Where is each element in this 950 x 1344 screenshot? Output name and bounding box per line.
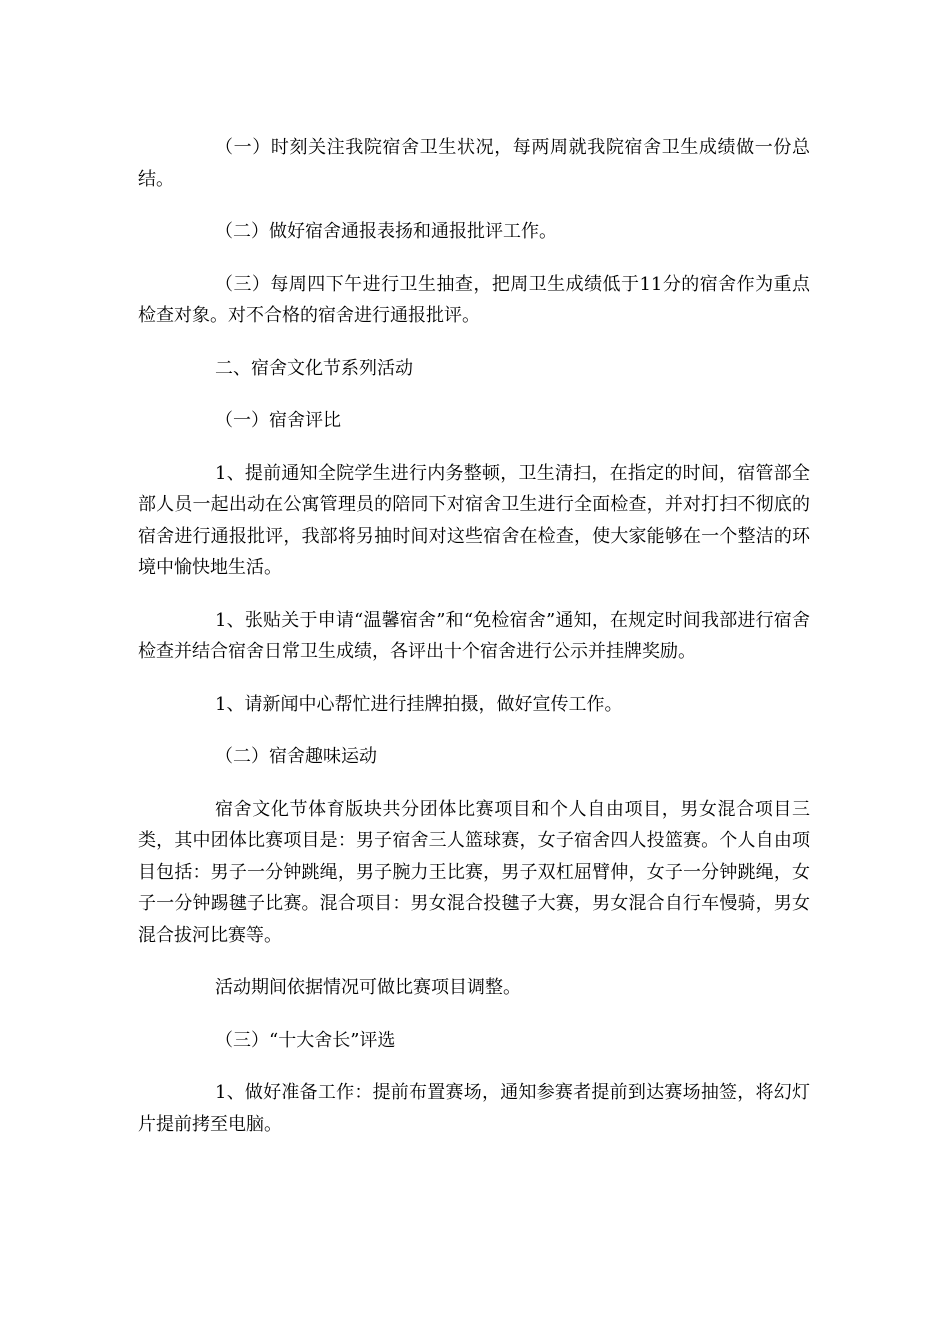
section-heading: 二、宿舍文化节系列活动 [215, 357, 413, 379]
paragraph-gap [138, 720, 810, 741]
paragraph-gap [138, 437, 810, 458]
subsection-heading-1: （一）宿舍评比 [215, 410, 341, 431]
paragraph-gap [138, 1056, 810, 1077]
paragraph-5: 1、张贴关于申请“温馨宿舍”和“免检宿舍”通知，在规定时间我部进行宿舍检查并结合宿舍日常卫生成绩，各评出十个宿舍进行公示并挂牌奖励。 [138, 609, 810, 662]
document-body [138, 132, 810, 1140]
paragraph-3: （三）每周四下午进行卫生抽查，把周卫生成绩低于11分的宿舍作为重点检查对象。对不合格的宿舍进行通报批评。 [138, 273, 810, 326]
paragraph-gap [138, 584, 810, 605]
paragraph-gap [138, 951, 810, 972]
paragraph-gap [138, 248, 810, 269]
paragraph-2: （二）做好宿舍通报表扬和通报批评工作。 [215, 221, 557, 242]
paragraph-7: 宿舍文化节体育版块共分团体比赛项目和个人自由项目，男女混合项目三类，其中团体比赛项目是：男子宿舍三人篮球赛，女子宿舍四人投篮赛。个人自由项目包括：男子一分钟跳绳，男子腕力王比赛，男子双杠屈臂伸，女子一分钟跳绳，女子一分钟踢毽子比赛。混合项目：男女混合投毽子大赛，男女混合自行车慢骑，男女混合拔河比赛等。 [138, 798, 810, 946]
subsection-heading-2: （二）宿舍趣味运动 [215, 746, 377, 767]
paragraph-1: （一）时刻关注我院宿舍卫生状况，每两周就我院宿舍卫生成绩做一份总结。 [138, 137, 810, 190]
subsection-heading-3: （三）“十大舍长”评选 [215, 1029, 396, 1051]
paragraph-4: 1、提前通知全院学生进行内务整顿，卫生清扫，在指定的时间，宿管部全部人员一起出动在公寓管理员的陪同下对宿舍卫生进行全面检查，并对打扫不彻底的宿舍进行通报批评，我部将另抽时间对这些宿舍在检查，使大家能够在一个整洁的环境中愉快地生活。 [138, 462, 810, 578]
paragraph-gap [138, 195, 810, 216]
paragraph-9: 1、做好准备工作：提前布置赛场，通知参赛者提前到达赛场抽签，将幻灯片提前拷至电脑。 [138, 1082, 810, 1135]
paragraph-6: 1、请新闻中心帮忙进行挂牌拍摄，做好宣传工作。 [215, 693, 623, 715]
paragraph-gap [138, 332, 810, 353]
paragraph-gap [138, 773, 810, 794]
paragraph-8: 活动期间依据情况可做比赛项目调整。 [215, 977, 521, 998]
paragraph-gap [138, 668, 810, 689]
paragraph-gap [138, 384, 810, 405]
paragraph-gap [138, 1004, 810, 1025]
